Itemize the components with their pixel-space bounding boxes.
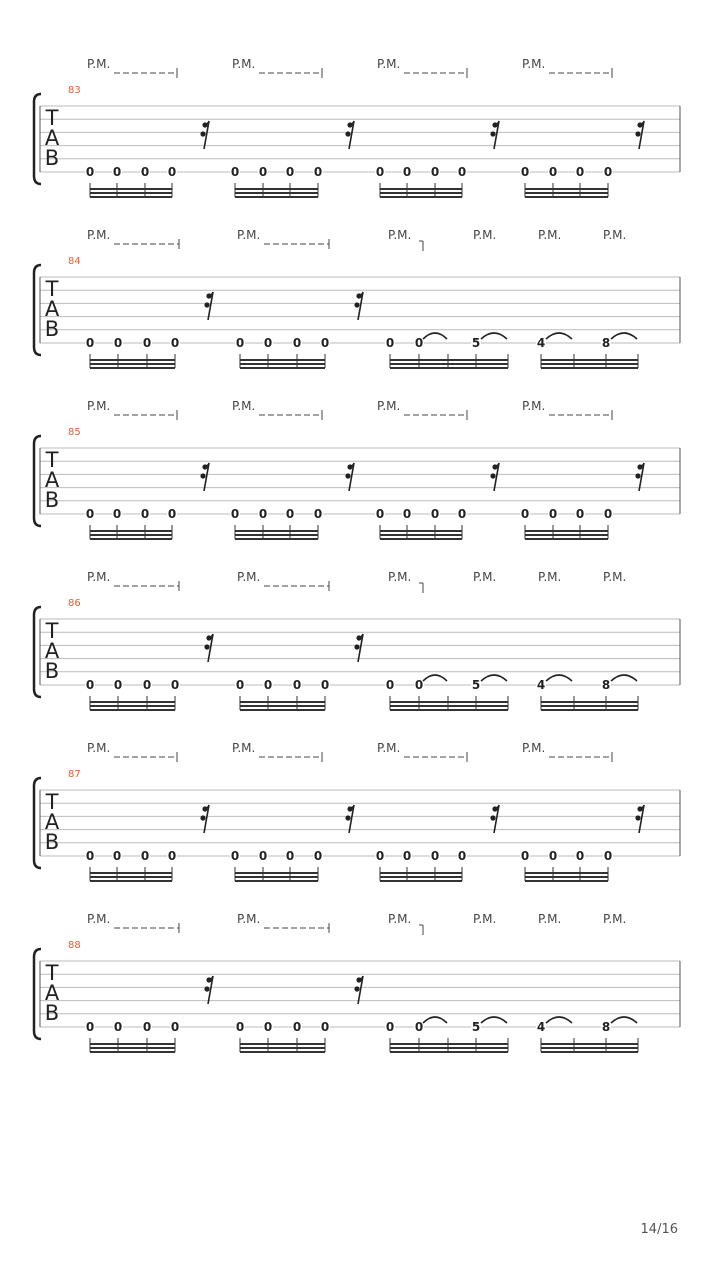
beat-group bbox=[85, 849, 177, 881]
fret-number: 0 bbox=[112, 507, 122, 521]
fret-number: 0 bbox=[85, 678, 95, 692]
fret-number: 0 bbox=[313, 849, 323, 863]
beat-group bbox=[230, 507, 323, 539]
rest-flag bbox=[490, 131, 495, 136]
tab-system-83 bbox=[34, 57, 680, 197]
fret-number: 0 bbox=[603, 507, 613, 521]
fret-number: 0 bbox=[263, 336, 273, 350]
fret-number: 0 bbox=[548, 165, 558, 179]
tie bbox=[481, 1017, 507, 1023]
palm-mute-label: P.M. bbox=[603, 912, 627, 926]
fret-number: 0 bbox=[140, 849, 150, 863]
tie bbox=[423, 333, 447, 339]
fret-number: 0 bbox=[85, 849, 95, 863]
sixteenth-rest bbox=[204, 976, 213, 1004]
fret-number: 0 bbox=[112, 849, 122, 863]
palm-mute-label: P.M. bbox=[232, 57, 256, 71]
rest-flag bbox=[354, 986, 359, 991]
beat-group bbox=[536, 336, 638, 368]
rest-flag bbox=[345, 815, 350, 820]
beat-group bbox=[520, 849, 613, 881]
fret-number: 0 bbox=[113, 678, 123, 692]
measure-number: 86 bbox=[68, 598, 81, 609]
sixteenth-rest bbox=[200, 463, 209, 491]
tab-clef-letter: A bbox=[44, 126, 60, 150]
fret-number: 0 bbox=[142, 678, 152, 692]
fret-number: 4 bbox=[536, 336, 546, 350]
tie bbox=[611, 1017, 637, 1023]
fret-number: 0 bbox=[142, 1020, 152, 1034]
fret-number: 0 bbox=[258, 849, 268, 863]
tab-clef-letter: B bbox=[44, 488, 60, 512]
fret-number: 0 bbox=[575, 849, 585, 863]
beat-group bbox=[85, 1020, 180, 1052]
sixteenth-rest bbox=[635, 805, 644, 833]
fret-number: 0 bbox=[292, 1020, 302, 1034]
fret-number: 0 bbox=[85, 1020, 95, 1034]
fret-number: 0 bbox=[402, 507, 412, 521]
fret-number: 8 bbox=[601, 336, 611, 350]
rest-flag bbox=[204, 986, 209, 991]
tab-clef-letter: T bbox=[45, 961, 59, 985]
beat-group bbox=[375, 849, 467, 881]
fret-number: 0 bbox=[414, 336, 424, 350]
tab-system-86 bbox=[34, 570, 680, 710]
fret-number: 0 bbox=[112, 165, 122, 179]
fret-number: 0 bbox=[430, 507, 440, 521]
tie bbox=[546, 1017, 572, 1023]
beat-group bbox=[85, 336, 180, 368]
fret-number: 0 bbox=[285, 507, 295, 521]
fret-number: 0 bbox=[263, 1020, 273, 1034]
fret-number: 0 bbox=[170, 1020, 180, 1034]
tab-clef-letter: T bbox=[45, 277, 59, 301]
beat-group bbox=[85, 507, 177, 539]
rest-flag bbox=[200, 815, 205, 820]
tab-clef-letter: A bbox=[44, 297, 60, 321]
fret-number: 0 bbox=[235, 1020, 245, 1034]
fret-number: 0 bbox=[548, 849, 558, 863]
beat-group bbox=[85, 678, 180, 710]
fret-number: 0 bbox=[320, 1020, 330, 1034]
fret-number: 0 bbox=[140, 507, 150, 521]
fret-number: 0 bbox=[457, 849, 467, 863]
beat-group bbox=[235, 1020, 330, 1052]
sixteenth-rest bbox=[635, 121, 644, 149]
fret-number: 0 bbox=[230, 165, 240, 179]
fret-number: 0 bbox=[457, 507, 467, 521]
fret-number: 0 bbox=[292, 678, 302, 692]
sixteenth-rest bbox=[345, 463, 354, 491]
fret-number: 0 bbox=[85, 507, 95, 521]
tab-clef-letter: B bbox=[44, 830, 60, 854]
fret-number: 0 bbox=[385, 336, 395, 350]
beat-group bbox=[85, 165, 177, 197]
beat-group bbox=[520, 165, 613, 197]
fret-number: 0 bbox=[170, 678, 180, 692]
sixteenth-rest bbox=[345, 805, 354, 833]
fret-number: 0 bbox=[385, 678, 395, 692]
measure-number: 87 bbox=[68, 769, 81, 780]
palm-mute-label: P.M. bbox=[603, 228, 627, 242]
tab-clef-letter: T bbox=[45, 790, 59, 814]
fret-number: 0 bbox=[320, 678, 330, 692]
fret-number: 0 bbox=[167, 507, 177, 521]
tab-clef-letter: B bbox=[44, 146, 60, 170]
fret-number: 0 bbox=[258, 507, 268, 521]
rest-flag bbox=[354, 302, 359, 307]
palm-mute-label: P.M. bbox=[473, 228, 497, 242]
sixteenth-rest bbox=[490, 121, 499, 149]
fret-number: 0 bbox=[520, 165, 530, 179]
beat-group bbox=[235, 678, 330, 710]
fret-number: 0 bbox=[167, 165, 177, 179]
palm-mute-label: P.M. bbox=[377, 57, 401, 71]
palm-mute-label: P.M. bbox=[522, 399, 546, 413]
fret-number: 0 bbox=[548, 507, 558, 521]
palm-mute-label: P.M. bbox=[237, 228, 261, 242]
tab-system-87 bbox=[34, 741, 680, 881]
tie bbox=[423, 1017, 447, 1023]
tab-system-85 bbox=[34, 399, 680, 539]
tie bbox=[611, 675, 637, 681]
fret-number: 0 bbox=[313, 165, 323, 179]
palm-mute-label: P.M. bbox=[388, 570, 412, 584]
measure-number: 85 bbox=[68, 427, 81, 438]
fret-number: 0 bbox=[113, 336, 123, 350]
sixteenth-rest bbox=[354, 292, 363, 320]
tie bbox=[611, 333, 637, 339]
rest-flag bbox=[204, 644, 209, 649]
fret-number: 0 bbox=[285, 849, 295, 863]
palm-mute-label: P.M. bbox=[603, 570, 627, 584]
beat-group bbox=[385, 1020, 508, 1052]
fret-number: 8 bbox=[601, 1020, 611, 1034]
fret-number: 0 bbox=[263, 678, 273, 692]
tie bbox=[481, 675, 507, 681]
fret-number: 0 bbox=[402, 165, 412, 179]
sixteenth-rest bbox=[204, 634, 213, 662]
fret-number: 0 bbox=[457, 165, 467, 179]
beat-group bbox=[536, 678, 638, 710]
palm-mute-label: P.M. bbox=[237, 912, 261, 926]
tab-clef-letter: B bbox=[44, 1001, 60, 1025]
tab-clef-letter: B bbox=[44, 659, 60, 683]
palm-mute-label: P.M. bbox=[237, 570, 261, 584]
rest-flag bbox=[345, 473, 350, 478]
palm-mute-label: P.M. bbox=[87, 228, 111, 242]
palm-mute-label: P.M. bbox=[522, 741, 546, 755]
palm-mute-label: P.M. bbox=[377, 399, 401, 413]
rest-flag bbox=[635, 473, 640, 478]
fret-number: 0 bbox=[285, 165, 295, 179]
fret-number: 0 bbox=[430, 165, 440, 179]
tab-clef-letter: T bbox=[45, 448, 59, 472]
palm-mute-label: P.M. bbox=[87, 912, 111, 926]
fret-number: 0 bbox=[414, 678, 424, 692]
fret-number: 0 bbox=[292, 336, 302, 350]
palm-mute-label: P.M. bbox=[538, 228, 562, 242]
fret-number: 0 bbox=[85, 336, 95, 350]
palm-mute-label: P.M. bbox=[87, 570, 111, 584]
fret-number: 0 bbox=[385, 1020, 395, 1034]
tie bbox=[423, 675, 447, 681]
tab-clef-letter: A bbox=[44, 810, 60, 834]
tab-clef-letter: A bbox=[44, 981, 60, 1005]
palm-mute-label: P.M. bbox=[87, 741, 111, 755]
rest-flag bbox=[635, 131, 640, 136]
beat-group bbox=[230, 165, 323, 197]
fret-number: 0 bbox=[113, 1020, 123, 1034]
tab-system-84 bbox=[34, 228, 680, 368]
tab-system-88 bbox=[34, 912, 680, 1052]
beat-group bbox=[536, 1020, 638, 1052]
fret-number: 0 bbox=[230, 507, 240, 521]
fret-number: 0 bbox=[375, 165, 385, 179]
fret-number: 0 bbox=[167, 849, 177, 863]
fret-number: 0 bbox=[575, 165, 585, 179]
fret-number: 0 bbox=[170, 336, 180, 350]
sixteenth-rest bbox=[635, 463, 644, 491]
fret-number: 0 bbox=[520, 849, 530, 863]
tie bbox=[546, 333, 572, 339]
rest-flag bbox=[635, 815, 640, 820]
page-number: 14/16 bbox=[640, 1222, 678, 1237]
palm-mute-label: P.M. bbox=[538, 912, 562, 926]
beat-group bbox=[230, 849, 323, 881]
tie bbox=[481, 333, 507, 339]
sixteenth-rest bbox=[490, 805, 499, 833]
fret-number: 5 bbox=[471, 678, 481, 692]
fret-number: 0 bbox=[258, 165, 268, 179]
palm-mute-label: P.M. bbox=[87, 57, 111, 71]
rest-flag bbox=[200, 131, 205, 136]
fret-number: 0 bbox=[402, 849, 412, 863]
sixteenth-rest bbox=[490, 463, 499, 491]
sixteenth-rest bbox=[354, 976, 363, 1004]
fret-number: 0 bbox=[603, 165, 613, 179]
palm-mute-label: P.M. bbox=[388, 228, 412, 242]
sixteenth-rest bbox=[200, 121, 209, 149]
tab-clef-letter: A bbox=[44, 639, 60, 663]
beat-group bbox=[385, 336, 508, 368]
fret-number: 0 bbox=[320, 336, 330, 350]
beat-group bbox=[520, 507, 613, 539]
sixteenth-rest bbox=[345, 121, 354, 149]
rest-flag bbox=[490, 815, 495, 820]
palm-mute-label: P.M. bbox=[522, 57, 546, 71]
palm-mute-label: P.M. bbox=[388, 912, 412, 926]
measure-number: 83 bbox=[68, 85, 81, 96]
fret-number: 0 bbox=[140, 165, 150, 179]
beat-group bbox=[375, 507, 467, 539]
fret-number: 5 bbox=[471, 336, 481, 350]
palm-mute-label: P.M. bbox=[232, 741, 256, 755]
fret-number: 5 bbox=[471, 1020, 481, 1034]
palm-mute-label: P.M. bbox=[87, 399, 111, 413]
rest-flag bbox=[204, 302, 209, 307]
rest-flag bbox=[345, 131, 350, 136]
fret-number: 0 bbox=[575, 507, 585, 521]
sixteenth-rest bbox=[354, 634, 363, 662]
rest-flag bbox=[490, 473, 495, 478]
tab-clef-letter: B bbox=[44, 317, 60, 341]
fret-number: 0 bbox=[375, 507, 385, 521]
sixteenth-rest bbox=[200, 805, 209, 833]
palm-mute-label: P.M. bbox=[232, 399, 256, 413]
fret-number: 0 bbox=[313, 507, 323, 521]
tie bbox=[546, 675, 572, 681]
rest-flag bbox=[200, 473, 205, 478]
fret-number: 0 bbox=[230, 849, 240, 863]
tab-clef-letter: A bbox=[44, 468, 60, 492]
fret-number: 0 bbox=[85, 165, 95, 179]
beat-group bbox=[235, 336, 330, 368]
rest-flag bbox=[354, 644, 359, 649]
fret-number: 0 bbox=[142, 336, 152, 350]
fret-number: 0 bbox=[375, 849, 385, 863]
fret-number: 0 bbox=[235, 336, 245, 350]
beat-group bbox=[385, 678, 508, 710]
palm-mute-label: P.M. bbox=[538, 570, 562, 584]
palm-mute-label: P.M. bbox=[473, 912, 497, 926]
fret-number: 0 bbox=[235, 678, 245, 692]
fret-number: 0 bbox=[603, 849, 613, 863]
fret-number: 0 bbox=[520, 507, 530, 521]
fret-number: 0 bbox=[430, 849, 440, 863]
fret-number: 4 bbox=[536, 678, 546, 692]
beat-group bbox=[375, 165, 467, 197]
tab-clef-letter: T bbox=[45, 619, 59, 643]
fret-number: 0 bbox=[414, 1020, 424, 1034]
sixteenth-rest bbox=[204, 292, 213, 320]
fret-number: 8 bbox=[601, 678, 611, 692]
measure-number: 88 bbox=[68, 940, 81, 951]
measure-number: 84 bbox=[68, 256, 81, 267]
fret-number: 4 bbox=[536, 1020, 546, 1034]
palm-mute-label: P.M. bbox=[377, 741, 401, 755]
tab-clef-letter: T bbox=[45, 106, 59, 130]
palm-mute-label: P.M. bbox=[473, 570, 497, 584]
